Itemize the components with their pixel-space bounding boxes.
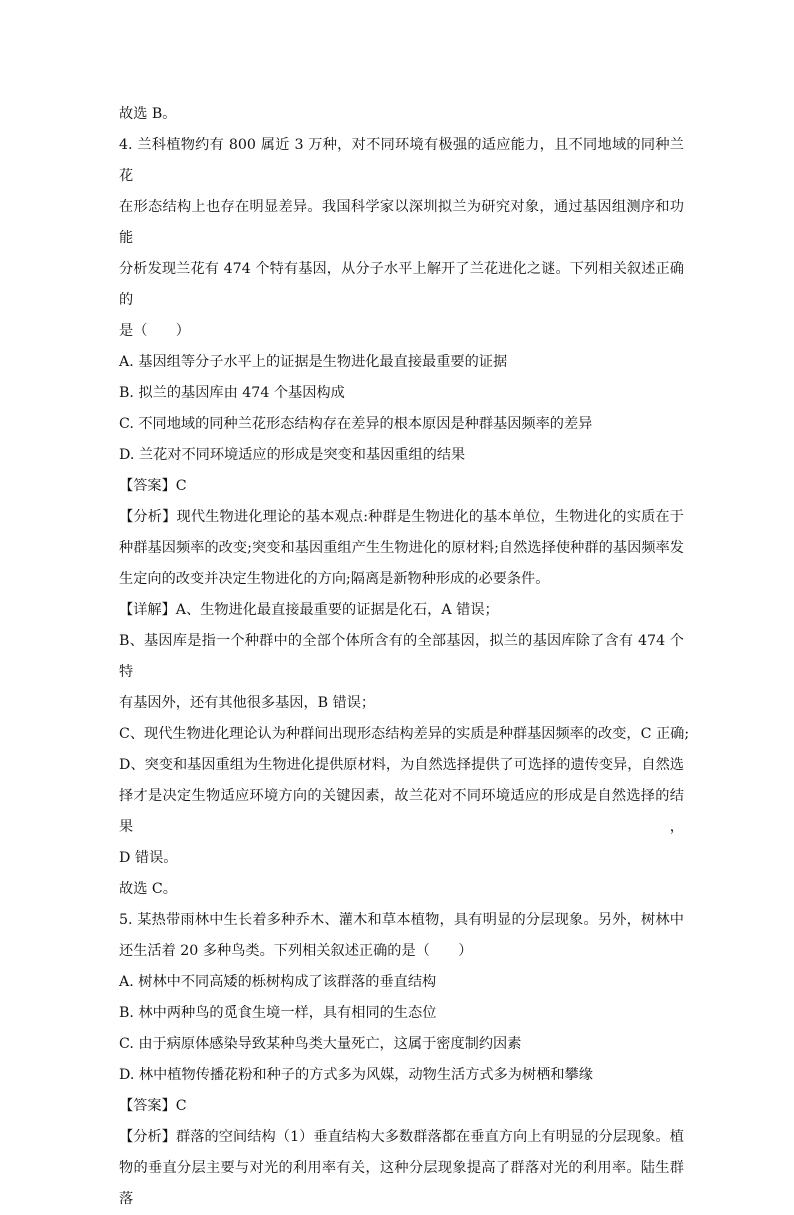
question-5-stem: 5. 某热带雨林中生长着多种乔木、灌木和草本植物，具有明显的分层现象。另外，树林中 (119, 912, 684, 928)
question-5-stem: 还生活着 20 多种鸟类。下列相关叙述正确的是（ ） (119, 943, 473, 959)
text-line: 故选 B。 (119, 106, 177, 122)
document-body (119, 99, 690, 1215)
option-a: A. 树林中不同高矮的栎树构成了该群落的垂直结构 (119, 974, 437, 990)
analysis-text: 生定向的改变并决定生物进化的方向;隔离是新物种形成的必要条件。 (119, 571, 550, 587)
detail-text: D 错误。 (119, 850, 178, 866)
text-line: 故选 C。 (119, 881, 177, 897)
question-4-stem: 4. 兰科植物约有 800 属近 3 万种，对不同环境有极强的适应能力，且不同地域的同种兰花 (119, 137, 684, 184)
option-b: B. 拟兰的基因库由 474 个基因构成 (119, 385, 345, 401)
detail-text: 有基因外，还有其他很多基因，B 错误； (119, 695, 376, 711)
question-4-stem: 在形态结构上也存在明显差异。我国科学家以深圳拟兰为研究对象，通过基因组测序和功能 (119, 199, 684, 246)
answer-label: 【答案】C (119, 478, 187, 494)
option-d: D. 兰花对不同环境适应的形成是突变和基因重组的结果 (119, 447, 466, 463)
option-b: B. 林中两种鸟的觅食生境一样，具有相同的生态位 (119, 1005, 437, 1021)
question-4-stem: 是（ ） (119, 323, 190, 339)
detail-text: 【详解】A、生物进化最直接最重要的证据是化石，A 错误； (119, 602, 499, 618)
answer-label: 【答案】C (119, 1098, 187, 1114)
detail-text: 择才是决定生物适应环境方向的关键因素，故兰花对不同环境适应的形成是自然选择的结果， (119, 788, 684, 835)
detail-text: C、现代生物进化理论认为种群间出现形态结构差异的实质是种群基因频率的改变，C 正确; (119, 726, 690, 742)
option-c: C. 由于病原体感染导致某种鸟类大量死亡，这属于密度制约因素 (119, 1036, 522, 1052)
question-4-stem: 分析发现兰花有 474 个特有基因，从分子水平上解开了兰花进化之谜。下列相关叙述正确的 (119, 261, 684, 308)
detail-text: D、突变和基因重组为生物进化提供原材料，为自然选择提供了可选择的遗传变异，自然选 (119, 757, 684, 773)
option-c: C. 不同地域的同种兰花形态结构存在差异的根本原因是种群基因频率的差异 (119, 416, 593, 432)
option-a: A. 基因组等分子水平上的证据是生物进化最直接最重要的证据 (119, 354, 508, 370)
detail-text: B、基因库是指一个种群中的全部个体所含有的全部基因，拟兰的基因库除了含有 474 个特 (119, 633, 684, 680)
analysis-text: 种群基因频率的改变;突变和基因重组产生生物进化的原材料;自然选择使种群的基因频率发 (119, 540, 684, 556)
analysis-text: 物的垂直分层主要与对光的利用率有关，这种分层现象提高了群落对光的利用率。陆生群落 (119, 1160, 684, 1207)
option-d: D. 林中植物传播花粉和种子的方式多为风媒，动物生活方式多为树栖和攀缘 (119, 1067, 593, 1083)
analysis-text: 【分析】现代生物进化理论的基本观点:种群是生物进化的基本单位，生物进化的实质在于 (119, 509, 684, 525)
analysis-text: 【分析】群落的空间结构（1）垂直结构大多数群落都在垂直方向上有明显的分层现象。植 (119, 1129, 684, 1145)
